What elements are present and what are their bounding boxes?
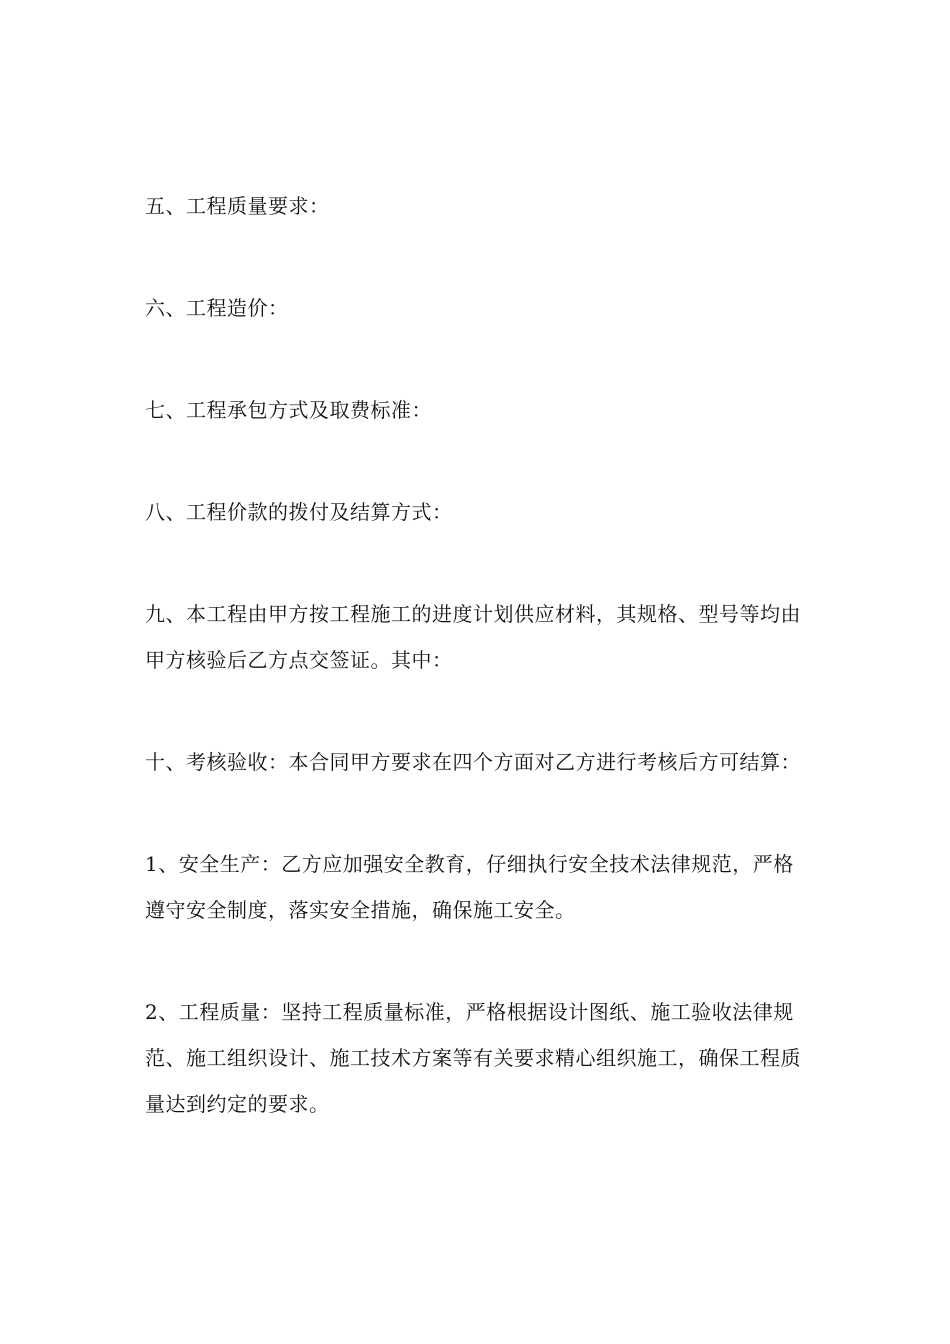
clause-7-contract-method: 七、工程承包方式及取费标准： — [145, 398, 432, 422]
clause-10-acceptance: 十、考核验收：本合同甲方要求在四个方面对乙方进行考核后方可结算： — [145, 750, 801, 774]
clause-6-cost: 六、工程造价： — [145, 296, 289, 320]
clause-5-quality-requirements: 五、工程质量要求： — [145, 194, 330, 218]
clause-8-payment-settlement: 八、工程价款的拨付及结算方式： — [145, 500, 453, 524]
item-1-safety: 1、安全生产：乙方应加强安全教育，仔细执行安全技术法律规范，严格遵守安全制度，落实安全措施，确保施工安全。 — [145, 852, 794, 922]
document-body — [145, 183, 810, 1183]
item-2-quality: 2、工程质量：坚持工程质量标准，严格根据设计图纸、施工验收法律规范、施工组织设计、施工技术方案等有关要求精心组织施工，确保工程质量达到约定的要求。 — [145, 1000, 801, 1116]
clause-9-materials-supply: 九、本工程由甲方按工程施工的进度计划供应材料，其规格、型号等均由甲方核验后乙方点交签证。其中： — [145, 602, 801, 672]
